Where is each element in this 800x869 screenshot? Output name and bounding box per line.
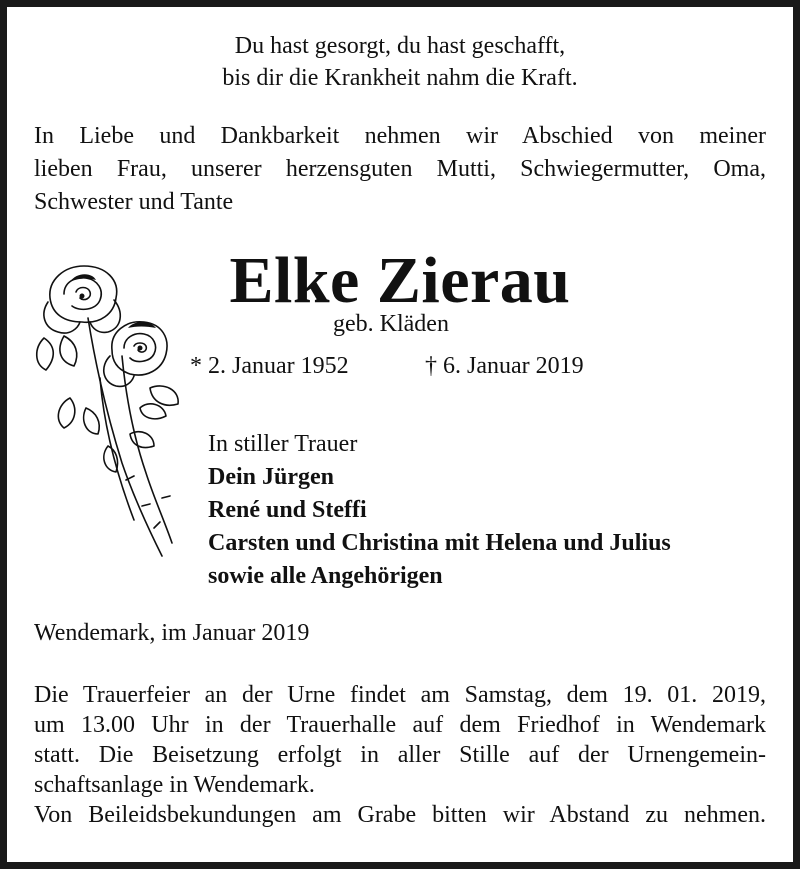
mourner-name: Carsten und Christina mit Helena und Julius	[208, 530, 671, 556]
mourners-block	[208, 428, 671, 593]
motto-line-2: bis dir die Krankheit nahm die Kraft.	[222, 65, 578, 91]
ceremony-line-5: Von Beileidsbekundungen am Grabe bitten wir Abstand zu nehmen.	[34, 802, 766, 828]
intro-line-3: Schwester und Tante	[34, 189, 234, 215]
ceremony-text	[34, 680, 766, 830]
motto	[0, 30, 800, 94]
ceremony-line-2: um 13.00 Uhr in der Trauerhalle auf dem Friedhof in Wendemark	[34, 712, 766, 738]
mourner-name: sowie alle Angehörigen	[208, 563, 443, 589]
ceremony-line-3: statt. Die Beisetzung erfolgt in aller Stille auf der Urnengemein-	[34, 742, 766, 768]
death-date: † 6. Januar 2019	[425, 353, 584, 379]
motto-line-1: Du hast gesorgt, du hast geschafft,	[234, 33, 566, 59]
ceremony-line-4: schaftsanlage in Wendemark.	[34, 772, 315, 798]
intro-line-2: lieben Frau, unserer herzensguten Mutti, Schwiegermutter, Oma,	[34, 156, 766, 182]
place-date: Wendemark, im Januar 2019	[34, 620, 310, 646]
deceased-name: Elke Zierau	[229, 244, 571, 317]
intro-line-1: In Liebe und Dankbarkeit nehmen wir Abschied von meiner	[34, 123, 766, 149]
ceremony-line-1: Die Trauerfeier an der Urne findet am Samstag, dem 19. 01. 2019,	[34, 682, 766, 708]
birth-name: geb. Kläden	[333, 311, 449, 337]
mourner-name: Dein Jürgen	[208, 464, 334, 490]
mourner-name: René und Steffi	[208, 497, 367, 523]
birth-date: * 2. Januar 1952	[190, 353, 349, 379]
intro-text	[34, 120, 766, 219]
mourners-heading: In stiller Trauer	[208, 431, 358, 457]
